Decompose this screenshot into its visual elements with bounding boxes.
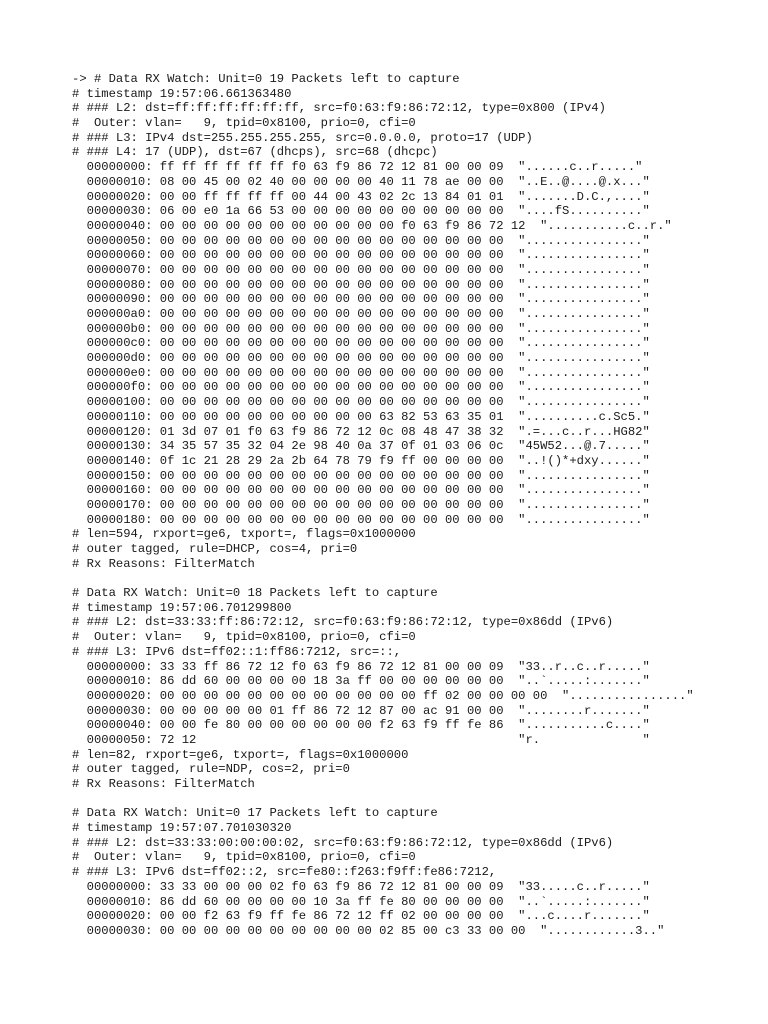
packet-header-line: # ### L2: dst=ff:ff:ff:ff:ff:ff, src=f0:63:f9:86:72:12, type=0x800 (IPv4): [72, 101, 606, 116]
hex-dump-line: 00000110: 00 00 00 00 00 00 00 00 00 00 63 82 53 63 35 01 "..........c.Sc5.": [72, 409, 650, 424]
hex-dump-line: 000000f0: 00 00 00 00 00 00 00 00 00 00 00 00 00 00 00 00 "................": [72, 380, 650, 395]
hex-dump-line: 00000020: 00 00 00 00 00 00 00 00 00 00 00 00 ff 02 00 00 00 00 "................": [72, 688, 694, 703]
hex-dump-line: 00000030: 00 00 00 00 00 01 ff 86 72 12 87 00 ac 91 00 00 "........r.......": [72, 703, 650, 718]
hex-dump-line: 00000170: 00 00 00 00 00 00 00 00 00 00 00 00 00 00 00 00 "................": [72, 497, 650, 512]
packet-header-line: # ### L3: IPv4 dst=255.255.255.255, src=0.0.0.0, proto=17 (UDP): [72, 130, 533, 145]
packet-header-line: -> # Data RX Watch: Unit=0 19 Packets left to capture: [72, 72, 460, 86]
packet-header-line: # timestamp 19:57:06.661363480: [72, 86, 292, 101]
packet-header-line: # Data RX Watch: Unit=0 18 Packets left to capture: [72, 586, 438, 601]
packet-footer-line: # outer tagged, rule=NDP, cos=2, pri=0: [72, 762, 350, 777]
hex-dump-line: 00000120: 01 3d 07 01 f0 63 f9 86 72 12 0c 08 48 47 38 32 ".=...c..r...HG82": [72, 424, 650, 439]
packet-footer-line: # len=82, rxport=ge6, txport=, flags=0x1000000: [72, 747, 409, 762]
hex-dump-line: 000000b0: 00 00 00 00 00 00 00 00 00 00 00 00 00 00 00 00 "................": [72, 321, 650, 336]
hex-dump-line: 00000140: 0f 1c 21 28 29 2a 2b 64 78 79 f9 ff 00 00 00 00 "..!()*+dxy......": [72, 453, 650, 468]
hex-dump-line: 00000160: 00 00 00 00 00 00 00 00 00 00 00 00 00 00 00 00 "................": [72, 483, 650, 498]
hex-dump-line: 00000060: 00 00 00 00 00 00 00 00 00 00 00 00 00 00 00 00 "................": [72, 248, 650, 263]
hex-dump-line: 00000020: 00 00 f2 63 f9 ff fe 86 72 12 ff 02 00 00 00 00 "...c....r.......": [72, 909, 650, 924]
hex-dump-line: 00000030: 00 00 00 00 00 00 00 00 00 00 02 85 00 c3 33 00 00 "............3..": [72, 923, 665, 938]
packet-footer-line: # Rx Reasons: FilterMatch: [72, 777, 255, 791]
packet-header-line: # Outer: vlan= 9, tpid=0x8100, prio=0, cfi=0: [72, 116, 416, 131]
packet-header-line: # timestamp 19:57:07.701030320: [72, 821, 292, 836]
hex-dump-line: 00000040: 00 00 00 00 00 00 00 00 00 00 00 f0 63 f9 86 72 12 "...........c..r.": [72, 218, 672, 233]
hex-dump-line: 00000000: ff ff ff ff ff ff f0 63 f9 86 72 12 81 00 00 09 "......c..r.....": [72, 160, 643, 175]
packet-footer-line: # Rx Reasons: FilterMatch: [72, 556, 255, 571]
packet-header-line: # ### L2: dst=33:33:00:00:00:02, src=f0:63:f9:86:72:12, type=0x86dd (IPv6): [72, 835, 614, 850]
packet-header-line: # ### L3: IPv6 dst=ff02::1:ff86:7212, src=::,: [72, 644, 402, 659]
hex-dump-line: 00000070: 00 00 00 00 00 00 00 00 00 00 00 00 00 00 00 00 "................": [72, 262, 650, 277]
hex-dump-line: 00000100: 00 00 00 00 00 00 00 00 00 00 00 00 00 00 00 00 "................": [72, 395, 650, 410]
packet-header-line: # ### L3: IPv6 dst=ff02::2, src=fe80::f263:f9ff:fe86:7212,: [72, 865, 497, 880]
hex-dump-line: 00000000: 33 33 00 00 00 02 f0 63 f9 86 72 12 81 00 00 09 "33.....c..r.....": [72, 879, 650, 894]
hex-dump-line: 000000c0: 00 00 00 00 00 00 00 00 00 00 00 00 00 00 00 00 "................": [72, 336, 650, 351]
packet-header-line: # Outer: vlan= 9, tpid=0x8100, prio=0, cfi=0: [72, 850, 416, 865]
hex-dump-line: 00000090: 00 00 00 00 00 00 00 00 00 00 00 00 00 00 00 00 "................": [72, 292, 650, 307]
packet-header-line: # timestamp 19:57:06.701299800: [72, 600, 292, 615]
hex-dump-line: 00000040: 00 00 fe 80 00 00 00 00 00 00 f2 63 f9 ff fe 86 "...........c....": [72, 718, 650, 733]
blank-line: [72, 792, 752, 807]
packet-header-line: # Data RX Watch: Unit=0 17 Packets left to capture: [72, 806, 438, 821]
hex-dump-line: 00000050: 00 00 00 00 00 00 00 00 00 00 00 00 00 00 00 00 "................": [72, 233, 650, 248]
hex-dump-line: 00000010: 08 00 45 00 02 40 00 00 00 00 40 11 78 ae 00 00 "..E..@....@.x...": [72, 174, 650, 189]
terminal-output: [72, 72, 752, 939]
packet-header-line: # ### L4: 17 (UDP), dst=67 (dhcps), src=68 (dhcpc): [72, 145, 438, 160]
hex-dump-line: 00000030: 06 00 e0 1a 66 53 00 00 00 00 00 00 00 00 00 00 "....fS..........": [72, 204, 650, 219]
hex-dump-line: 00000010: 86 dd 60 00 00 00 00 10 3a ff fe 80 00 00 00 00 "..`.....:.......": [72, 894, 650, 909]
hex-dump-line: 000000a0: 00 00 00 00 00 00 00 00 00 00 00 00 00 00 00 00 "................": [72, 307, 650, 321]
hex-dump-line: 00000080: 00 00 00 00 00 00 00 00 00 00 00 00 00 00 00 00 "................": [72, 277, 650, 292]
packet-footer-line: # len=594, rxport=ge6, txport=, flags=0x1000000: [72, 527, 416, 542]
hex-dump-line: 00000150: 00 00 00 00 00 00 00 00 00 00 00 00 00 00 00 00 "................": [72, 468, 650, 483]
hex-dump-line: 00000000: 33 33 ff 86 72 12 f0 63 f9 86 72 12 81 00 00 09 "33..r..c..r.....": [72, 659, 650, 674]
packet-header-line: # ### L2: dst=33:33:ff:86:72:12, src=f0:63:f9:86:72:12, type=0x86dd (IPv6): [72, 615, 614, 630]
hex-dump-line: 00000010: 86 dd 60 00 00 00 00 18 3a ff 00 00 00 00 00 00 "..`.....:.......": [72, 674, 650, 689]
hex-dump-line: 000000d0: 00 00 00 00 00 00 00 00 00 00 00 00 00 00 00 00 "................": [72, 351, 650, 366]
hex-dump-line: 00000050: 72 12 "r. ": [72, 732, 650, 747]
blank-line: [72, 571, 752, 586]
hex-dump-line: 00000180: 00 00 00 00 00 00 00 00 00 00 00 00 00 00 00 00 "................": [72, 512, 650, 527]
hex-dump-line: 00000020: 00 00 ff ff ff ff 00 44 00 43 02 2c 13 84 01 01 ".......D.C.,....": [72, 189, 650, 204]
hex-dump-line: 00000130: 34 35 57 35 32 04 2e 98 40 0a 37 0f 01 03 06 0c "45W52...@.7.....": [72, 439, 650, 454]
packet-footer-line: # outer tagged, rule=DHCP, cos=4, pri=0: [72, 542, 358, 556]
hex-dump-line: 000000e0: 00 00 00 00 00 00 00 00 00 00 00 00 00 00 00 00 "................": [72, 365, 650, 380]
packet-header-line: # Outer: vlan= 9, tpid=0x8100, prio=0, cfi=0: [72, 630, 416, 645]
